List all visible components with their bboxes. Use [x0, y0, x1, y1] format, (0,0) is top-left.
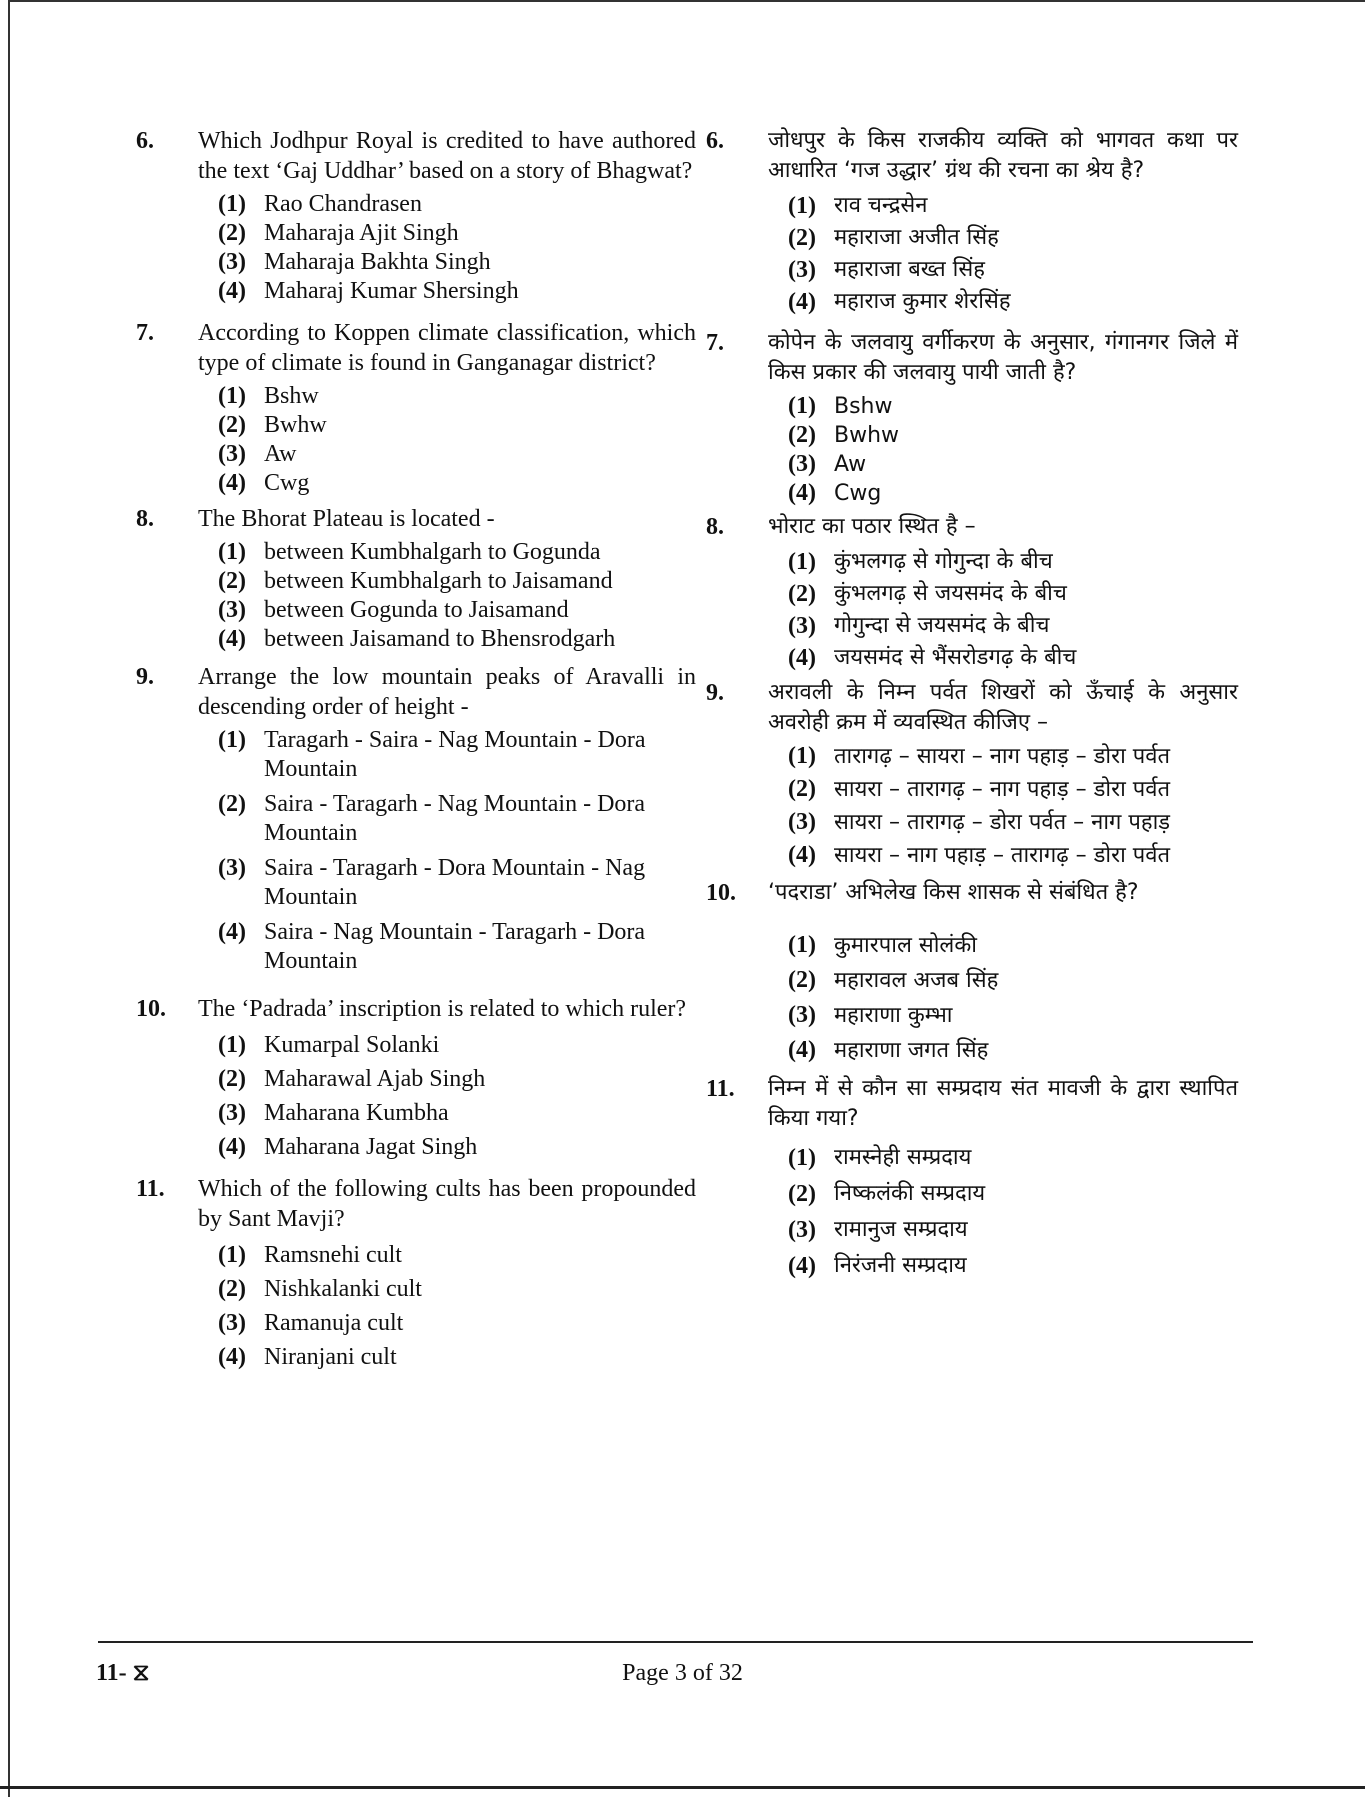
option-number: (2)	[218, 1276, 246, 1302]
option-2	[788, 963, 1238, 998]
option-3	[218, 248, 696, 277]
option-text: Bshw	[834, 394, 893, 419]
option-1	[788, 392, 1238, 421]
option-number: (1)	[788, 393, 816, 419]
option-number: (3)	[218, 597, 246, 623]
option-text: कुमारपाल सोलंकी	[834, 933, 977, 958]
option-number: (4)	[788, 1253, 816, 1279]
option-number: (3)	[218, 855, 246, 881]
option-2	[218, 219, 696, 248]
option-number: (2)	[218, 791, 246, 817]
question-number: 6.	[706, 128, 724, 154]
page-border-bottom	[0, 1786, 1365, 1789]
option-2	[788, 421, 1238, 450]
option-text: Maharaj Kumar Shersingh	[264, 278, 519, 304]
options-list	[768, 742, 1238, 870]
option-text: महाराज कुमार शेरसिंह	[834, 289, 1011, 314]
question-9-hi	[706, 678, 1238, 870]
question-text: The Bhorat Plateau is located -	[198, 506, 495, 532]
question-number: 10.	[136, 996, 166, 1022]
option-2	[218, 1272, 696, 1306]
option-2	[788, 222, 1238, 254]
question-number: 6.	[136, 128, 154, 154]
option-text: Aw	[264, 441, 297, 467]
option-2	[218, 411, 696, 440]
option-text: सायरा – तारागढ़ – डोरा पर्वत – नाग पहाड़	[834, 810, 1171, 835]
option-text: Maharaja Bakhta Singh	[264, 249, 491, 275]
option-3	[218, 1306, 696, 1340]
option-text: सायरा – नाग पहाड़ – तारागढ़ – डोरा पर्वत	[834, 843, 1171, 868]
option-number: (3)	[788, 809, 816, 835]
option-number: (4)	[218, 1134, 246, 1160]
question-10-en	[136, 994, 696, 1164]
option-number: (4)	[218, 919, 246, 945]
option-number: (2)	[788, 422, 816, 448]
option-text: Maharawal Ajab Singh	[264, 1066, 486, 1092]
option-text: Aw	[834, 452, 867, 477]
option-text: Cwg	[834, 481, 882, 506]
option-4	[218, 469, 696, 498]
option-text: between Kumbhalgarh to Gogunda	[264, 539, 601, 565]
option-number: (1)	[788, 549, 816, 575]
option-number: (1)	[788, 1145, 816, 1171]
option-3	[788, 254, 1238, 286]
option-3	[788, 610, 1238, 642]
option-text: Bwhw	[264, 412, 327, 438]
option-text: Saira - Nag Mountain - Taragarh - Dora Mountain	[264, 919, 646, 974]
option-2	[218, 790, 696, 848]
option-4	[218, 918, 696, 976]
question-text: The ‘Padrada’ inscription is related to which ruler?	[198, 996, 687, 1022]
question-10-hi	[706, 878, 1238, 1068]
option-text: Maharana Kumbha	[264, 1100, 449, 1126]
option-text: between Kumbhalgarh to Jaisamand	[264, 568, 613, 594]
option-number: (1)	[218, 191, 246, 217]
question-number: 8.	[706, 514, 724, 540]
option-2	[218, 567, 696, 596]
question-number: 9.	[136, 664, 154, 690]
option-text: Niranjani cult	[264, 1344, 397, 1370]
question-number: 9.	[706, 680, 724, 706]
option-text: Ramanuja cult	[264, 1310, 404, 1336]
option-text: Cwg	[264, 470, 310, 496]
option-4	[788, 479, 1238, 508]
question-7-hi	[706, 328, 1238, 508]
options-list	[198, 538, 696, 654]
option-number: (3)	[788, 1002, 816, 1028]
option-number: (2)	[788, 776, 816, 802]
option-number: (2)	[788, 581, 816, 607]
option-number: (3)	[788, 451, 816, 477]
page-border-left	[8, 0, 10, 1797]
option-number: (3)	[788, 1217, 816, 1243]
question-number: 10.	[706, 880, 736, 906]
option-text: गोगुन्दा से जयसमंद के बीच	[834, 613, 1050, 638]
option-3	[788, 450, 1238, 479]
page-border-top	[8, 0, 1365, 2]
question-number: 11.	[136, 1176, 165, 1202]
option-number: (1)	[218, 383, 246, 409]
question-number: 11.	[706, 1076, 735, 1102]
question-text: निम्न में से कौन सा सम्प्रदाय संत मावजी के द्वारा स्थापित किया गया?	[768, 1076, 1238, 1131]
option-1	[218, 382, 696, 411]
option-number: (1)	[788, 743, 816, 769]
option-number: (4)	[788, 842, 816, 868]
question-text: जोधपुर के किस राजकीय व्यक्ति को भागवत कथा पर आधारित ‘गज उद्धार’ ग्रंथ की रचना का श्रेय है?	[768, 128, 1238, 183]
option-1	[788, 928, 1238, 963]
page-number: Page 3 of 32	[622, 1660, 743, 1686]
option-number: (4)	[788, 645, 816, 671]
option-text: Kumarpal Solanki	[264, 1032, 440, 1058]
option-1	[788, 190, 1238, 222]
options-list	[198, 190, 696, 306]
paper-code: 11- ⧖	[96, 1660, 150, 1686]
question-text: Which of the following cults has been propounded by Sant Mavji?	[198, 1176, 696, 1232]
options-list	[198, 726, 696, 976]
question-text: भोराट का पठार स्थित है –	[768, 514, 976, 539]
option-number: (2)	[788, 967, 816, 993]
option-text: Nishkalanki cult	[264, 1276, 422, 1302]
hindi-column	[706, 126, 1238, 1284]
option-number: (4)	[788, 289, 816, 315]
question-11-en	[136, 1174, 696, 1374]
option-number: (2)	[788, 225, 816, 251]
english-column	[136, 126, 696, 1374]
option-number: (4)	[788, 1037, 816, 1063]
option-1	[218, 726, 696, 784]
option-4	[788, 286, 1238, 318]
question-text: According to Koppen climate classification, which type of climate is found in Ganganagar district?	[198, 320, 696, 376]
option-text: राव चन्द्रसेन	[834, 193, 928, 218]
option-1	[788, 1140, 1238, 1176]
option-text: महाराणा कुम्भा	[834, 1003, 953, 1028]
option-1	[788, 546, 1238, 578]
option-text: Bwhw	[834, 423, 900, 448]
option-number: (3)	[218, 249, 246, 275]
option-text: between Jaisamand to Bhensrodgarh	[264, 626, 616, 652]
question-7-en	[136, 318, 696, 498]
question-number: 7.	[706, 330, 724, 356]
question-text: कोपेन के जलवायु वर्गीकरण के अनुसार, गंगानगर जिले में किस प्रकार की जलवायु पायी जाती है?	[768, 330, 1238, 385]
option-text: रामस्नेही सम्प्रदाय	[834, 1145, 972, 1170]
question-11-hi	[706, 1074, 1238, 1284]
options-list	[768, 928, 1238, 1068]
option-3	[788, 998, 1238, 1033]
option-number: (2)	[218, 568, 246, 594]
option-text: कुंभलगढ़ से जयसमंद के बीच	[834, 581, 1067, 606]
option-text: रामानुज सम्प्रदाय	[834, 1217, 968, 1242]
option-text: Bshw	[264, 383, 319, 409]
option-number: (4)	[218, 1344, 246, 1370]
option-text: कुंभलगढ़ से गोगुन्दा के बीच	[834, 549, 1053, 574]
option-2	[218, 1062, 696, 1096]
option-3	[218, 440, 696, 469]
option-2	[788, 578, 1238, 610]
option-text: Taragarh - Saira - Nag Mountain - Dora Mountain	[264, 727, 646, 782]
option-text: Rao Chandrasen	[264, 191, 422, 217]
option-number: (2)	[218, 412, 246, 438]
option-4	[788, 1033, 1238, 1068]
options-list	[198, 1028, 696, 1164]
question-number: 8.	[136, 506, 154, 532]
option-3	[218, 596, 696, 625]
option-4	[218, 625, 696, 654]
option-number: (3)	[218, 1100, 246, 1126]
option-number: (4)	[218, 278, 246, 304]
options-list	[768, 190, 1238, 318]
option-text: between Gogunda to Jaisamand	[264, 597, 569, 623]
option-1	[218, 1028, 696, 1062]
option-text: सायरा – तारागढ़ – नाग पहाड़ – डोरा पर्वत	[834, 777, 1171, 802]
option-number: (3)	[788, 613, 816, 639]
option-2	[788, 1176, 1238, 1212]
option-2	[788, 775, 1238, 804]
option-text: निरंजनी सम्प्रदाय	[834, 1253, 967, 1278]
option-number: (1)	[218, 727, 246, 753]
option-number: (3)	[788, 257, 816, 283]
option-number: (3)	[218, 1310, 246, 1336]
question-text: ‘पदराडा’ अभिलेख किस शासक से संबंधित है?	[768, 880, 1139, 905]
option-3	[788, 808, 1238, 837]
option-number: (4)	[218, 470, 246, 496]
option-number: (4)	[218, 626, 246, 652]
option-number: (4)	[788, 480, 816, 506]
question-number: 7.	[136, 320, 154, 346]
option-3	[218, 854, 696, 912]
option-4	[218, 277, 696, 306]
option-text: महाराणा जगत सिंह	[834, 1038, 989, 1063]
option-4	[788, 841, 1238, 870]
option-3	[218, 1096, 696, 1130]
option-1	[218, 538, 696, 567]
option-text: महाराजा अजीत सिंह	[834, 225, 999, 250]
option-4	[218, 1340, 696, 1374]
options-list	[768, 392, 1238, 508]
option-text: Saira - Taragarh - Nag Mountain - Dora Mountain	[264, 791, 646, 846]
options-list	[768, 546, 1238, 674]
option-number: (2)	[218, 220, 246, 246]
option-text: Maharana Jagat Singh	[264, 1134, 478, 1160]
option-3	[788, 1212, 1238, 1248]
option-text: Ramsnehi cult	[264, 1242, 402, 1268]
option-number: (1)	[218, 1242, 246, 1268]
option-4	[218, 1130, 696, 1164]
question-text: Which Jodhpur Royal is credited to have authored the text ‘Gaj Uddhar’ based on a story of Bhagwat?	[198, 128, 696, 184]
option-number: (1)	[218, 1032, 246, 1058]
option-number: (2)	[788, 1181, 816, 1207]
option-1	[218, 1238, 696, 1272]
options-list	[198, 1238, 696, 1374]
footer-divider	[98, 1641, 1253, 1643]
option-number: (1)	[788, 932, 816, 958]
option-text: तारागढ़ – सायरा – नाग पहाड़ – डोरा पर्वत	[834, 744, 1171, 769]
question-9-en	[136, 662, 696, 976]
question-8-hi	[706, 512, 1238, 674]
option-text: Saira - Taragarh - Dora Mountain - Nag Mountain	[264, 855, 646, 910]
option-1	[788, 742, 1238, 771]
options-list	[768, 1140, 1238, 1284]
option-number: (3)	[218, 441, 246, 467]
option-1	[218, 190, 696, 219]
question-8-en	[136, 504, 696, 654]
option-text: महाराजा बख्त सिंह	[834, 257, 985, 282]
question-6-en	[136, 126, 696, 306]
question-text: अरावली के निम्न पर्वत शिखरों को ऊँचाई के अनुसार अवरोही क्रम में व्यवस्थित कीजिए –	[768, 680, 1238, 735]
option-text: निष्कलंकी सम्प्रदाय	[834, 1181, 986, 1206]
option-text: महारावल अजब सिंह	[834, 968, 999, 993]
options-list	[198, 382, 696, 498]
option-4	[788, 1248, 1238, 1284]
option-text: जयसमंद से भैंसरोडगढ़ के बीच	[834, 645, 1077, 670]
option-text: Maharaja Ajit Singh	[264, 220, 459, 246]
question-6-hi	[706, 126, 1238, 318]
option-4	[788, 642, 1238, 674]
option-number: (1)	[788, 193, 816, 219]
option-number: (1)	[218, 539, 246, 565]
option-number: (2)	[218, 1066, 246, 1092]
question-text: Arrange the low mountain peaks of Aravalli in descending order of height -	[198, 664, 696, 720]
